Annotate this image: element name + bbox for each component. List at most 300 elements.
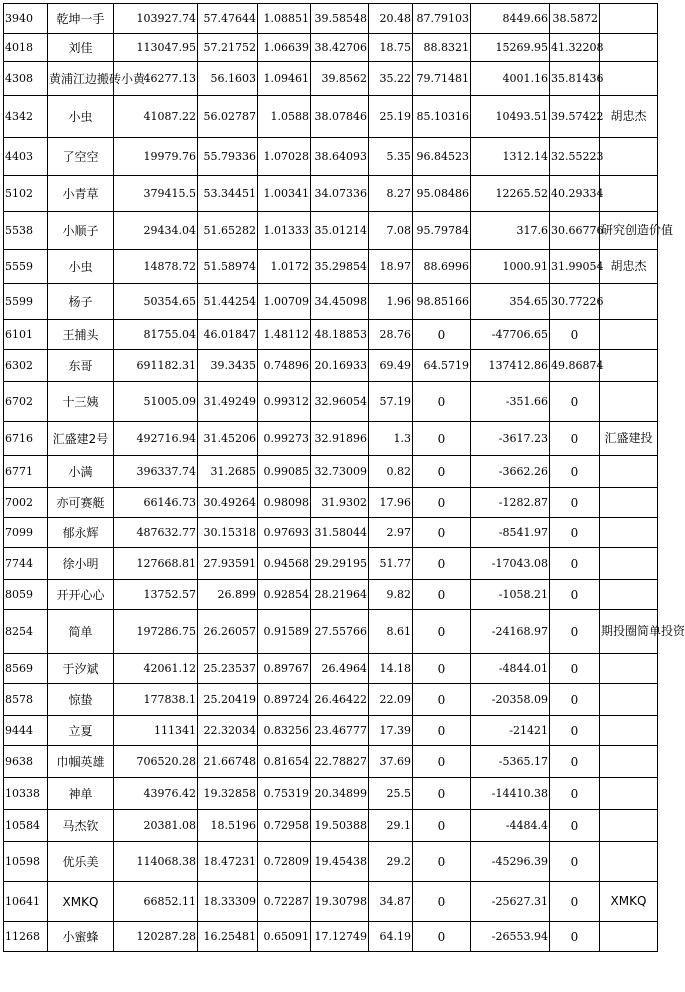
cell-v3: 0.81654 bbox=[258, 746, 311, 778]
cell-name: 黄浦江边搬砖小黄 bbox=[48, 62, 114, 96]
cell-v3: 0.72958 bbox=[258, 810, 311, 842]
cell-v8: 35.81436 bbox=[550, 62, 600, 96]
table-row bbox=[4, 138, 658, 176]
cell-v2: 57.47644 bbox=[198, 4, 258, 34]
cell-v5: 25.19 bbox=[369, 96, 413, 138]
cell-v7: -3662.26 bbox=[471, 456, 550, 488]
cell-v4: 38.64093 bbox=[311, 138, 369, 176]
table-row bbox=[4, 810, 658, 842]
table-row bbox=[4, 284, 658, 320]
cell-v1: 127668.81 bbox=[114, 548, 198, 580]
cell-v1: 120287.28 bbox=[114, 922, 198, 952]
cell-v6: 98.85166 bbox=[413, 284, 471, 320]
cell-v3: 0.89767 bbox=[258, 654, 311, 684]
cell-name: 刘佳 bbox=[48, 34, 114, 62]
table-row bbox=[4, 684, 658, 716]
cell-v7: -1282.87 bbox=[471, 488, 550, 518]
cell-id: 5559 bbox=[4, 250, 48, 284]
cell-v5: 28.76 bbox=[369, 320, 413, 350]
cell-id: 6101 bbox=[4, 320, 48, 350]
cell-id: 7744 bbox=[4, 548, 48, 580]
cell-v5: 22.09 bbox=[369, 684, 413, 716]
cell-v4: 23.46777 bbox=[311, 716, 369, 746]
cell-v8: 0 bbox=[550, 746, 600, 778]
cell-v2: 39.3435 bbox=[198, 350, 258, 382]
table-row bbox=[4, 96, 658, 138]
cell-v7: -47706.65 bbox=[471, 320, 550, 350]
cell-v6: 95.08486 bbox=[413, 176, 471, 212]
cell-v3: 0.99085 bbox=[258, 456, 311, 488]
cell-v8: 0 bbox=[550, 422, 600, 456]
cell-v1: 114068.38 bbox=[114, 842, 198, 882]
cell-id: 5102 bbox=[4, 176, 48, 212]
cell-v3: 1.00341 bbox=[258, 176, 311, 212]
cell-v2: 18.33309 bbox=[198, 882, 258, 922]
table-row bbox=[4, 34, 658, 62]
cell-note bbox=[600, 842, 658, 882]
cell-v1: 51005.09 bbox=[114, 382, 198, 422]
cell-id: 4403 bbox=[4, 138, 48, 176]
cell-note: 研究创造价值 bbox=[600, 212, 658, 250]
cell-v8: 0 bbox=[550, 382, 600, 422]
cell-id: 3940 bbox=[4, 4, 48, 34]
cell-v4: 31.9302 bbox=[311, 488, 369, 518]
cell-name: 东哥 bbox=[48, 350, 114, 382]
cell-v3: 0.99273 bbox=[258, 422, 311, 456]
cell-v6: 95.79784 bbox=[413, 212, 471, 250]
cell-v1: 706520.28 bbox=[114, 746, 198, 778]
cell-v7: -20358.09 bbox=[471, 684, 550, 716]
cell-v3: 1.01333 bbox=[258, 212, 311, 250]
cell-v2: 57.21752 bbox=[198, 34, 258, 62]
cell-v7: 354.65 bbox=[471, 284, 550, 320]
cell-v4: 29.29195 bbox=[311, 548, 369, 580]
cell-v6: 88.8321 bbox=[413, 34, 471, 62]
cell-v2: 21.66748 bbox=[198, 746, 258, 778]
cell-v4: 20.34899 bbox=[311, 778, 369, 810]
table-row bbox=[4, 610, 658, 654]
cell-v2: 22.32034 bbox=[198, 716, 258, 746]
data-sheet bbox=[3, 3, 685, 952]
cell-v2: 51.58974 bbox=[198, 250, 258, 284]
cell-v2: 30.49264 bbox=[198, 488, 258, 518]
cell-v3: 0.97693 bbox=[258, 518, 311, 548]
cell-v5: 20.48 bbox=[369, 4, 413, 34]
cell-v6: 0 bbox=[413, 320, 471, 350]
cell-note bbox=[600, 4, 658, 34]
cell-v6: 0 bbox=[413, 382, 471, 422]
cell-v4: 31.58044 bbox=[311, 518, 369, 548]
cell-id: 6302 bbox=[4, 350, 48, 382]
table-row bbox=[4, 4, 658, 34]
cell-v6: 88.6996 bbox=[413, 250, 471, 284]
cell-v4: 26.46422 bbox=[311, 684, 369, 716]
cell-note bbox=[600, 518, 658, 548]
cell-v2: 27.93591 bbox=[198, 548, 258, 580]
cell-v2: 25.20419 bbox=[198, 684, 258, 716]
cell-name: 小蜜蜂 bbox=[48, 922, 114, 952]
cell-name: 小顺子 bbox=[48, 212, 114, 250]
cell-v1: 113047.95 bbox=[114, 34, 198, 62]
cell-v3: 1.06639 bbox=[258, 34, 311, 62]
cell-v6: 0 bbox=[413, 580, 471, 610]
table-row bbox=[4, 882, 658, 922]
cell-v5: 37.69 bbox=[369, 746, 413, 778]
cell-v4: 35.01214 bbox=[311, 212, 369, 250]
cell-note: 汇盛建投 bbox=[600, 422, 658, 456]
cell-name: 惊蛰 bbox=[48, 684, 114, 716]
cell-v7: -25627.31 bbox=[471, 882, 550, 922]
cell-name: 简单 bbox=[48, 610, 114, 654]
cell-v7: -5365.17 bbox=[471, 746, 550, 778]
cell-v1: 42061.12 bbox=[114, 654, 198, 684]
cell-v3: 0.98098 bbox=[258, 488, 311, 518]
cell-v6: 79.71481 bbox=[413, 62, 471, 96]
cell-v1: 197286.75 bbox=[114, 610, 198, 654]
cell-v2: 30.15318 bbox=[198, 518, 258, 548]
table-row bbox=[4, 212, 658, 250]
cell-v5: 29.2 bbox=[369, 842, 413, 882]
table-row bbox=[4, 922, 658, 952]
cell-v5: 35.22 bbox=[369, 62, 413, 96]
cell-note bbox=[600, 62, 658, 96]
cell-name: 小青草 bbox=[48, 176, 114, 212]
table-row bbox=[4, 320, 658, 350]
cell-v4: 22.78827 bbox=[311, 746, 369, 778]
table-row bbox=[4, 654, 658, 684]
cell-v6: 85.10316 bbox=[413, 96, 471, 138]
cell-v8: 0 bbox=[550, 882, 600, 922]
cell-v1: 111341 bbox=[114, 716, 198, 746]
cell-name: XMKQ bbox=[48, 882, 114, 922]
cell-v4: 28.21964 bbox=[311, 580, 369, 610]
cell-v4: 35.29854 bbox=[311, 250, 369, 284]
cell-v3: 0.83256 bbox=[258, 716, 311, 746]
cell-v8: 0 bbox=[550, 320, 600, 350]
cell-v5: 29.1 bbox=[369, 810, 413, 842]
cell-v2: 56.1603 bbox=[198, 62, 258, 96]
cell-id: 4342 bbox=[4, 96, 48, 138]
cell-name: 马杰钦 bbox=[48, 810, 114, 842]
cell-v8: 0 bbox=[550, 810, 600, 842]
cell-v6: 0 bbox=[413, 518, 471, 548]
cell-v4: 19.30798 bbox=[311, 882, 369, 922]
cell-v2: 51.44254 bbox=[198, 284, 258, 320]
cell-id: 10641 bbox=[4, 882, 48, 922]
cell-v5: 2.97 bbox=[369, 518, 413, 548]
cell-name: 王捕头 bbox=[48, 320, 114, 350]
cell-note bbox=[600, 716, 658, 746]
cell-v3: 1.0588 bbox=[258, 96, 311, 138]
cell-name: 于汐斌 bbox=[48, 654, 114, 684]
table-row bbox=[4, 548, 658, 580]
cell-v4: 27.55766 bbox=[311, 610, 369, 654]
cell-v3: 1.07028 bbox=[258, 138, 311, 176]
cell-id: 10584 bbox=[4, 810, 48, 842]
cell-v6: 0 bbox=[413, 778, 471, 810]
cell-v8: 0 bbox=[550, 456, 600, 488]
cell-v4: 39.58548 bbox=[311, 4, 369, 34]
cell-v7: 4001.16 bbox=[471, 62, 550, 96]
cell-name: 杨子 bbox=[48, 284, 114, 320]
cell-v3: 1.08851 bbox=[258, 4, 311, 34]
cell-v3: 1.48112 bbox=[258, 320, 311, 350]
cell-v5: 51.77 bbox=[369, 548, 413, 580]
cell-v5: 34.87 bbox=[369, 882, 413, 922]
cell-v5: 25.5 bbox=[369, 778, 413, 810]
cell-v7: 8449.66 bbox=[471, 4, 550, 34]
table-row bbox=[4, 422, 658, 456]
cell-v4: 38.42706 bbox=[311, 34, 369, 62]
cell-id: 8578 bbox=[4, 684, 48, 716]
table-row bbox=[4, 62, 658, 96]
cell-v8: 0 bbox=[550, 842, 600, 882]
cell-note bbox=[600, 138, 658, 176]
cell-id: 7099 bbox=[4, 518, 48, 548]
cell-v1: 66146.73 bbox=[114, 488, 198, 518]
cell-note bbox=[600, 382, 658, 422]
cell-v3: 1.00709 bbox=[258, 284, 311, 320]
cell-v4: 17.12749 bbox=[311, 922, 369, 952]
cell-v4: 19.50388 bbox=[311, 810, 369, 842]
cell-v7: -8541.97 bbox=[471, 518, 550, 548]
cell-v2: 53.34451 bbox=[198, 176, 258, 212]
table-body bbox=[4, 4, 685, 952]
cell-v5: 8.27 bbox=[369, 176, 413, 212]
cell-v1: 46277.13 bbox=[114, 62, 198, 96]
cell-v5: 0.82 bbox=[369, 456, 413, 488]
cell-v3: 0.75319 bbox=[258, 778, 311, 810]
table-row bbox=[4, 488, 658, 518]
cell-v2: 51.65282 bbox=[198, 212, 258, 250]
cell-v1: 29434.04 bbox=[114, 212, 198, 250]
table-row bbox=[4, 842, 658, 882]
table-row bbox=[4, 746, 658, 778]
cell-v1: 66852.11 bbox=[114, 882, 198, 922]
cell-v5: 7.08 bbox=[369, 212, 413, 250]
ranking-table bbox=[3, 3, 685, 952]
cell-v6: 0 bbox=[413, 746, 471, 778]
cell-v3: 0.72809 bbox=[258, 842, 311, 882]
cell-note bbox=[600, 350, 658, 382]
cell-v8: 0 bbox=[550, 580, 600, 610]
cell-note bbox=[600, 746, 658, 778]
cell-v1: 379415.5 bbox=[114, 176, 198, 212]
cell-v2: 55.79336 bbox=[198, 138, 258, 176]
cell-id: 9638 bbox=[4, 746, 48, 778]
cell-v5: 17.96 bbox=[369, 488, 413, 518]
cell-v6: 0 bbox=[413, 610, 471, 654]
cell-name: 徐小明 bbox=[48, 548, 114, 580]
cell-v7: -14410.38 bbox=[471, 778, 550, 810]
cell-name: 优乐美 bbox=[48, 842, 114, 882]
cell-v5: 8.61 bbox=[369, 610, 413, 654]
cell-v5: 1.96 bbox=[369, 284, 413, 320]
cell-v1: 492716.94 bbox=[114, 422, 198, 456]
cell-v7: 137412.86 bbox=[471, 350, 550, 382]
cell-v7: -17043.08 bbox=[471, 548, 550, 580]
cell-v6: 0 bbox=[413, 842, 471, 882]
cell-v8: 0 bbox=[550, 778, 600, 810]
cell-v8: 38.5872 bbox=[550, 4, 600, 34]
cell-v5: 18.97 bbox=[369, 250, 413, 284]
cell-note bbox=[600, 654, 658, 684]
cell-note bbox=[600, 684, 658, 716]
table-row bbox=[4, 716, 658, 746]
cell-v2: 31.45206 bbox=[198, 422, 258, 456]
cell-id: 6716 bbox=[4, 422, 48, 456]
cell-v4: 26.4964 bbox=[311, 654, 369, 684]
cell-v6: 0 bbox=[413, 422, 471, 456]
cell-name: 立夏 bbox=[48, 716, 114, 746]
cell-v5: 1.3 bbox=[369, 422, 413, 456]
cell-id: 8569 bbox=[4, 654, 48, 684]
cell-v6: 0 bbox=[413, 488, 471, 518]
cell-id: 6771 bbox=[4, 456, 48, 488]
cell-id: 11268 bbox=[4, 922, 48, 952]
cell-v7: -351.66 bbox=[471, 382, 550, 422]
cell-v2: 46.01847 bbox=[198, 320, 258, 350]
cell-id: 10598 bbox=[4, 842, 48, 882]
cell-v6: 0 bbox=[413, 882, 471, 922]
cell-v1: 13752.57 bbox=[114, 580, 198, 610]
cell-v5: 5.35 bbox=[369, 138, 413, 176]
cell-note bbox=[600, 922, 658, 952]
cell-v1: 103927.74 bbox=[114, 4, 198, 34]
cell-v5: 64.19 bbox=[369, 922, 413, 952]
cell-v8: 32.55223 bbox=[550, 138, 600, 176]
cell-v7: -24168.97 bbox=[471, 610, 550, 654]
cell-v4: 32.91896 bbox=[311, 422, 369, 456]
cell-id: 5538 bbox=[4, 212, 48, 250]
cell-name: 小虫 bbox=[48, 250, 114, 284]
cell-v7: -1058.21 bbox=[471, 580, 550, 610]
cell-v3: 0.65091 bbox=[258, 922, 311, 952]
cell-note bbox=[600, 456, 658, 488]
table-row bbox=[4, 456, 658, 488]
cell-v7: -4844.01 bbox=[471, 654, 550, 684]
cell-v1: 14878.72 bbox=[114, 250, 198, 284]
cell-note bbox=[600, 284, 658, 320]
cell-v7: 10493.51 bbox=[471, 96, 550, 138]
cell-note bbox=[600, 488, 658, 518]
cell-v7: -45296.39 bbox=[471, 842, 550, 882]
cell-v3: 0.92854 bbox=[258, 580, 311, 610]
table-row bbox=[4, 580, 658, 610]
cell-v2: 31.49249 bbox=[198, 382, 258, 422]
cell-v6: 0 bbox=[413, 922, 471, 952]
cell-v2: 56.02787 bbox=[198, 96, 258, 138]
cell-v2: 19.32858 bbox=[198, 778, 258, 810]
cell-v1: 81755.04 bbox=[114, 320, 198, 350]
cell-v1: 50354.65 bbox=[114, 284, 198, 320]
cell-name: 神单 bbox=[48, 778, 114, 810]
cell-id: 6702 bbox=[4, 382, 48, 422]
cell-v4: 48.18853 bbox=[311, 320, 369, 350]
cell-v5: 18.75 bbox=[369, 34, 413, 62]
cell-name: 汇盛建2号 bbox=[48, 422, 114, 456]
cell-v6: 96.84523 bbox=[413, 138, 471, 176]
cell-v6: 0 bbox=[413, 456, 471, 488]
cell-v6: 0 bbox=[413, 654, 471, 684]
cell-id: 4018 bbox=[4, 34, 48, 62]
cell-v3: 0.94568 bbox=[258, 548, 311, 580]
cell-name: 小满 bbox=[48, 456, 114, 488]
cell-v7: -21421 bbox=[471, 716, 550, 746]
cell-note bbox=[600, 548, 658, 580]
cell-note bbox=[600, 778, 658, 810]
cell-v7: 12265.52 bbox=[471, 176, 550, 212]
cell-id: 9444 bbox=[4, 716, 48, 746]
cell-v6: 64.5719 bbox=[413, 350, 471, 382]
cell-note: 胡忠杰 bbox=[600, 250, 658, 284]
cell-v2: 18.5196 bbox=[198, 810, 258, 842]
cell-v1: 20381.08 bbox=[114, 810, 198, 842]
cell-v1: 41087.22 bbox=[114, 96, 198, 138]
cell-v8: 31.99054 bbox=[550, 250, 600, 284]
cell-id: 7002 bbox=[4, 488, 48, 518]
cell-v8: 40.29334 bbox=[550, 176, 600, 212]
cell-v8: 0 bbox=[550, 488, 600, 518]
cell-v8: 0 bbox=[550, 654, 600, 684]
cell-v7: 317.6 bbox=[471, 212, 550, 250]
cell-v7: 1000.91 bbox=[471, 250, 550, 284]
cell-v6: 87.79103 bbox=[413, 4, 471, 34]
cell-note bbox=[600, 580, 658, 610]
cell-v8: 41.32208 bbox=[550, 34, 600, 62]
cell-v1: 43976.42 bbox=[114, 778, 198, 810]
cell-v8: 30.77226 bbox=[550, 284, 600, 320]
cell-v8: 0 bbox=[550, 922, 600, 952]
cell-name: 巾帼英雄 bbox=[48, 746, 114, 778]
cell-v7: 1312.14 bbox=[471, 138, 550, 176]
cell-name: 小虫 bbox=[48, 96, 114, 138]
cell-name: 郁永辉 bbox=[48, 518, 114, 548]
cell-v5: 57.19 bbox=[369, 382, 413, 422]
cell-v1: 691182.31 bbox=[114, 350, 198, 382]
cell-v8: 0 bbox=[550, 518, 600, 548]
cell-v3: 0.72287 bbox=[258, 882, 311, 922]
cell-v4: 34.07336 bbox=[311, 176, 369, 212]
cell-v6: 0 bbox=[413, 810, 471, 842]
cell-v3: 0.89724 bbox=[258, 684, 311, 716]
cell-v3: 0.74896 bbox=[258, 350, 311, 382]
cell-v6: 0 bbox=[413, 684, 471, 716]
cell-v1: 487632.77 bbox=[114, 518, 198, 548]
cell-v3: 0.91589 bbox=[258, 610, 311, 654]
cell-v4: 32.96054 bbox=[311, 382, 369, 422]
cell-note: 胡忠杰 bbox=[600, 96, 658, 138]
cell-name: 了空空 bbox=[48, 138, 114, 176]
cell-name: 亦可赛艇 bbox=[48, 488, 114, 518]
cell-v4: 19.45438 bbox=[311, 842, 369, 882]
cell-id: 5599 bbox=[4, 284, 48, 320]
cell-v2: 25.23537 bbox=[198, 654, 258, 684]
cell-note bbox=[600, 34, 658, 62]
table-row bbox=[4, 382, 658, 422]
cell-v4: 38.07846 bbox=[311, 96, 369, 138]
cell-v2: 18.47231 bbox=[198, 842, 258, 882]
cell-v2: 31.2685 bbox=[198, 456, 258, 488]
cell-v4: 20.16933 bbox=[311, 350, 369, 382]
cell-id: 4308 bbox=[4, 62, 48, 96]
cell-note bbox=[600, 176, 658, 212]
cell-v3: 1.09461 bbox=[258, 62, 311, 96]
cell-v8: 0 bbox=[550, 684, 600, 716]
cell-v1: 396337.74 bbox=[114, 456, 198, 488]
cell-v6: 0 bbox=[413, 716, 471, 746]
cell-v5: 9.82 bbox=[369, 580, 413, 610]
